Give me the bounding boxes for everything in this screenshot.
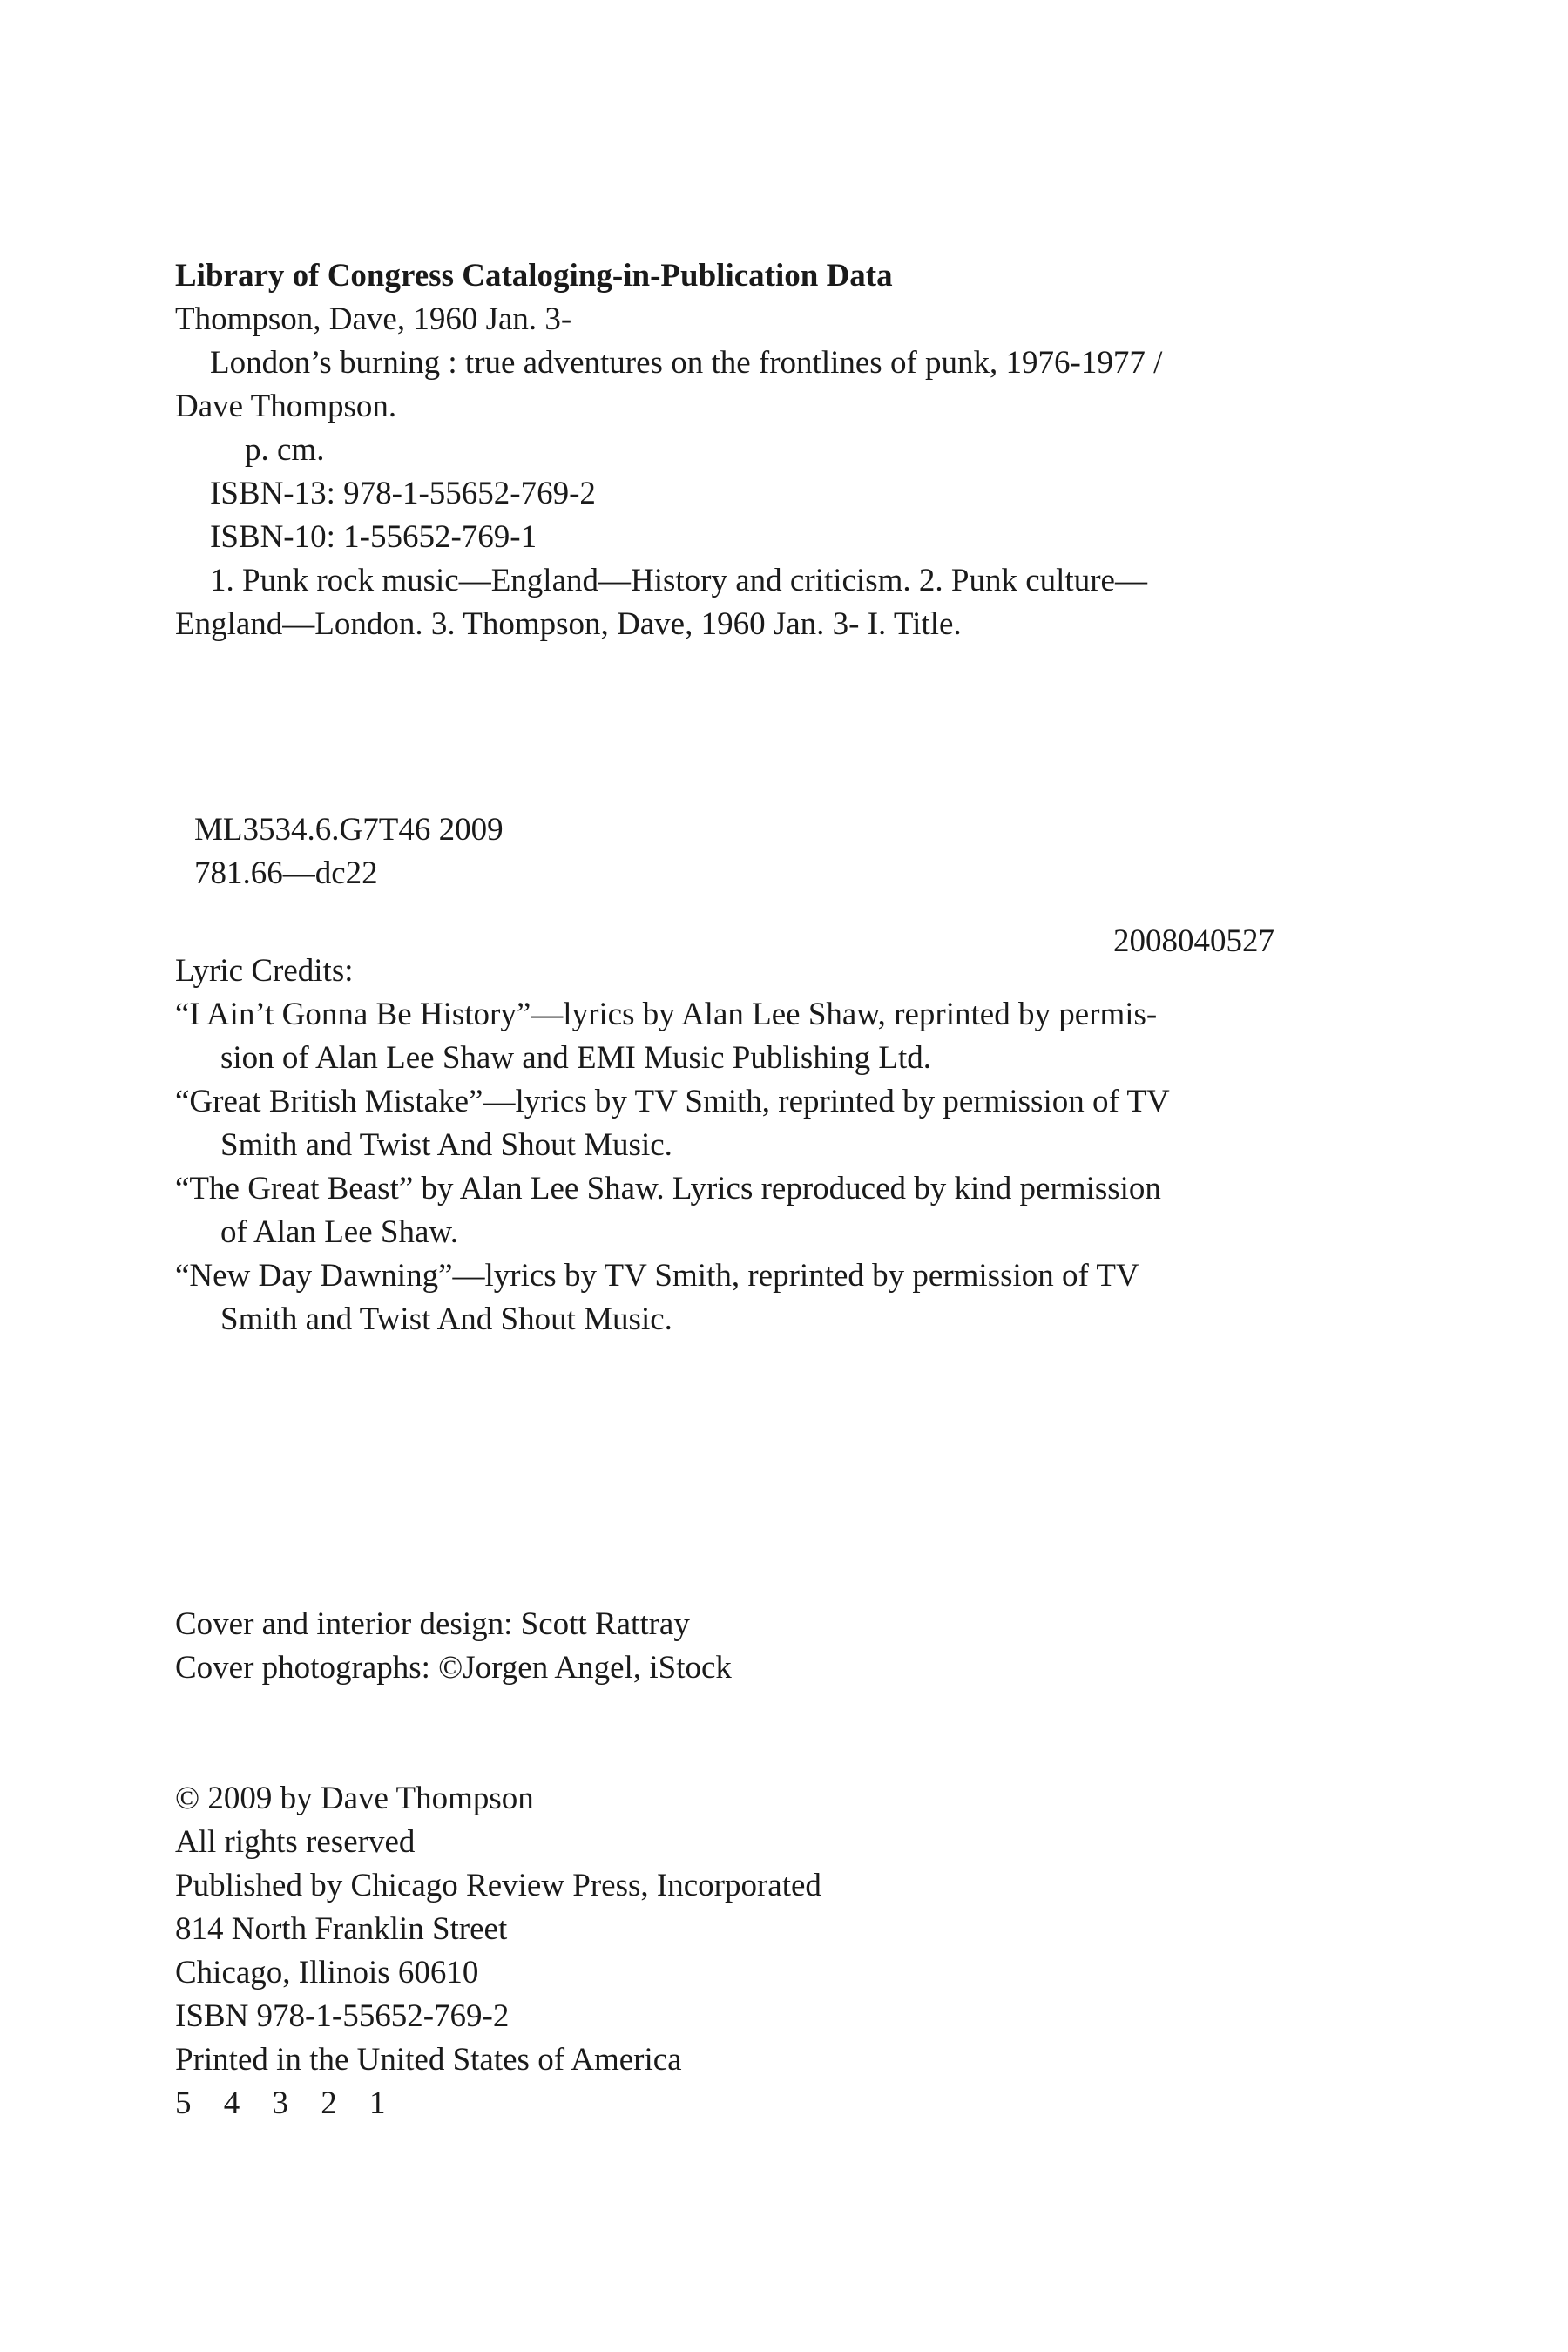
cip-lccn: 2008040527: [1113, 923, 1274, 959]
cip-pagination: p. cm.: [245, 432, 325, 468]
cip-heading: Library of Congress Cataloging-in-Publication Data: [175, 258, 893, 294]
cip-block: [175, 254, 1273, 646]
rights-statement: All rights reserved: [175, 1824, 416, 1860]
cip-dewey: 781.66—dc22: [194, 855, 378, 891]
design-credits: [175, 1603, 1273, 1690]
cip-subjects-line-1: 1. Punk rock music—England—History and criticism. 2. Punk culture—: [210, 563, 1147, 598]
cip-isbn10: ISBN-10: 1-55652-769-1: [210, 519, 537, 555]
cip-classification: [175, 808, 1273, 963]
cip-title-line-2: Dave Thompson.: [175, 389, 397, 424]
lyric-credit-line: of Alan Lee Shaw.: [220, 1214, 458, 1250]
lyric-credit-line: Smith and Twist And Shout Music.: [220, 1127, 672, 1163]
copyright-block: [175, 1777, 1273, 2126]
lyric-credits: [175, 950, 1273, 1342]
cip-subjects-line-2: England—London. 3. Thompson, Dave, 1960 Jan. 3- I. Title.: [175, 606, 962, 642]
publisher-street: 814 North Franklin Street: [175, 1911, 508, 1947]
cip-author: Thompson, Dave, 1960 Jan. 3-: [175, 301, 572, 337]
lyric-credit-line: “Great British Mistake”—lyrics by TV Smith, reprinted by permission of TV: [175, 1084, 1170, 1119]
lyric-credit-line: Smith and Twist And Shout Music.: [220, 1301, 672, 1337]
lyric-credit-line: “The Great Beast” by Alan Lee Shaw. Lyrics reproduced by kind permission: [175, 1171, 1161, 1206]
printing-number-line: 5 4 3 2 1: [175, 2085, 398, 2121]
publisher-city: Chicago, Illinois 60610: [175, 1955, 479, 1990]
book-isbn: ISBN 978-1-55652-769-2: [175, 1998, 510, 2034]
publisher-name: Published by Chicago Review Press, Incorporated: [175, 1868, 821, 1903]
lyric-credit-line: “I Ain’t Gonna Be History”—lyrics by Alan Lee Shaw, reprinted by permis-: [175, 997, 1158, 1032]
lyric-credit-line: sion of Alan Lee Shaw and EMI Music Publishing Ltd.: [220, 1040, 931, 1076]
lyric-credits-heading: Lyric Credits:: [175, 953, 354, 989]
designer-credit: Cover and interior design: Scott Rattray: [175, 1606, 690, 1642]
cip-lc-class: ML3534.6.G7T46 2009: [194, 812, 504, 848]
printed-in: Printed in the United States of America: [175, 2042, 682, 2078]
cip-title-line-1: London’s burning : true adventures on the frontlines of punk, 1976-1977 /: [210, 345, 1163, 381]
lyric-credit-line: “New Day Dawning”—lyrics by TV Smith, reprinted by permission of TV: [175, 1258, 1139, 1294]
photo-credit: Cover photographs: ©Jorgen Angel, iStock: [175, 1650, 732, 1686]
copyright-notice: © 2009 by Dave Thompson: [175, 1781, 534, 1816]
cip-isbn13: ISBN-13: 978-1-55652-769-2: [210, 476, 596, 511]
